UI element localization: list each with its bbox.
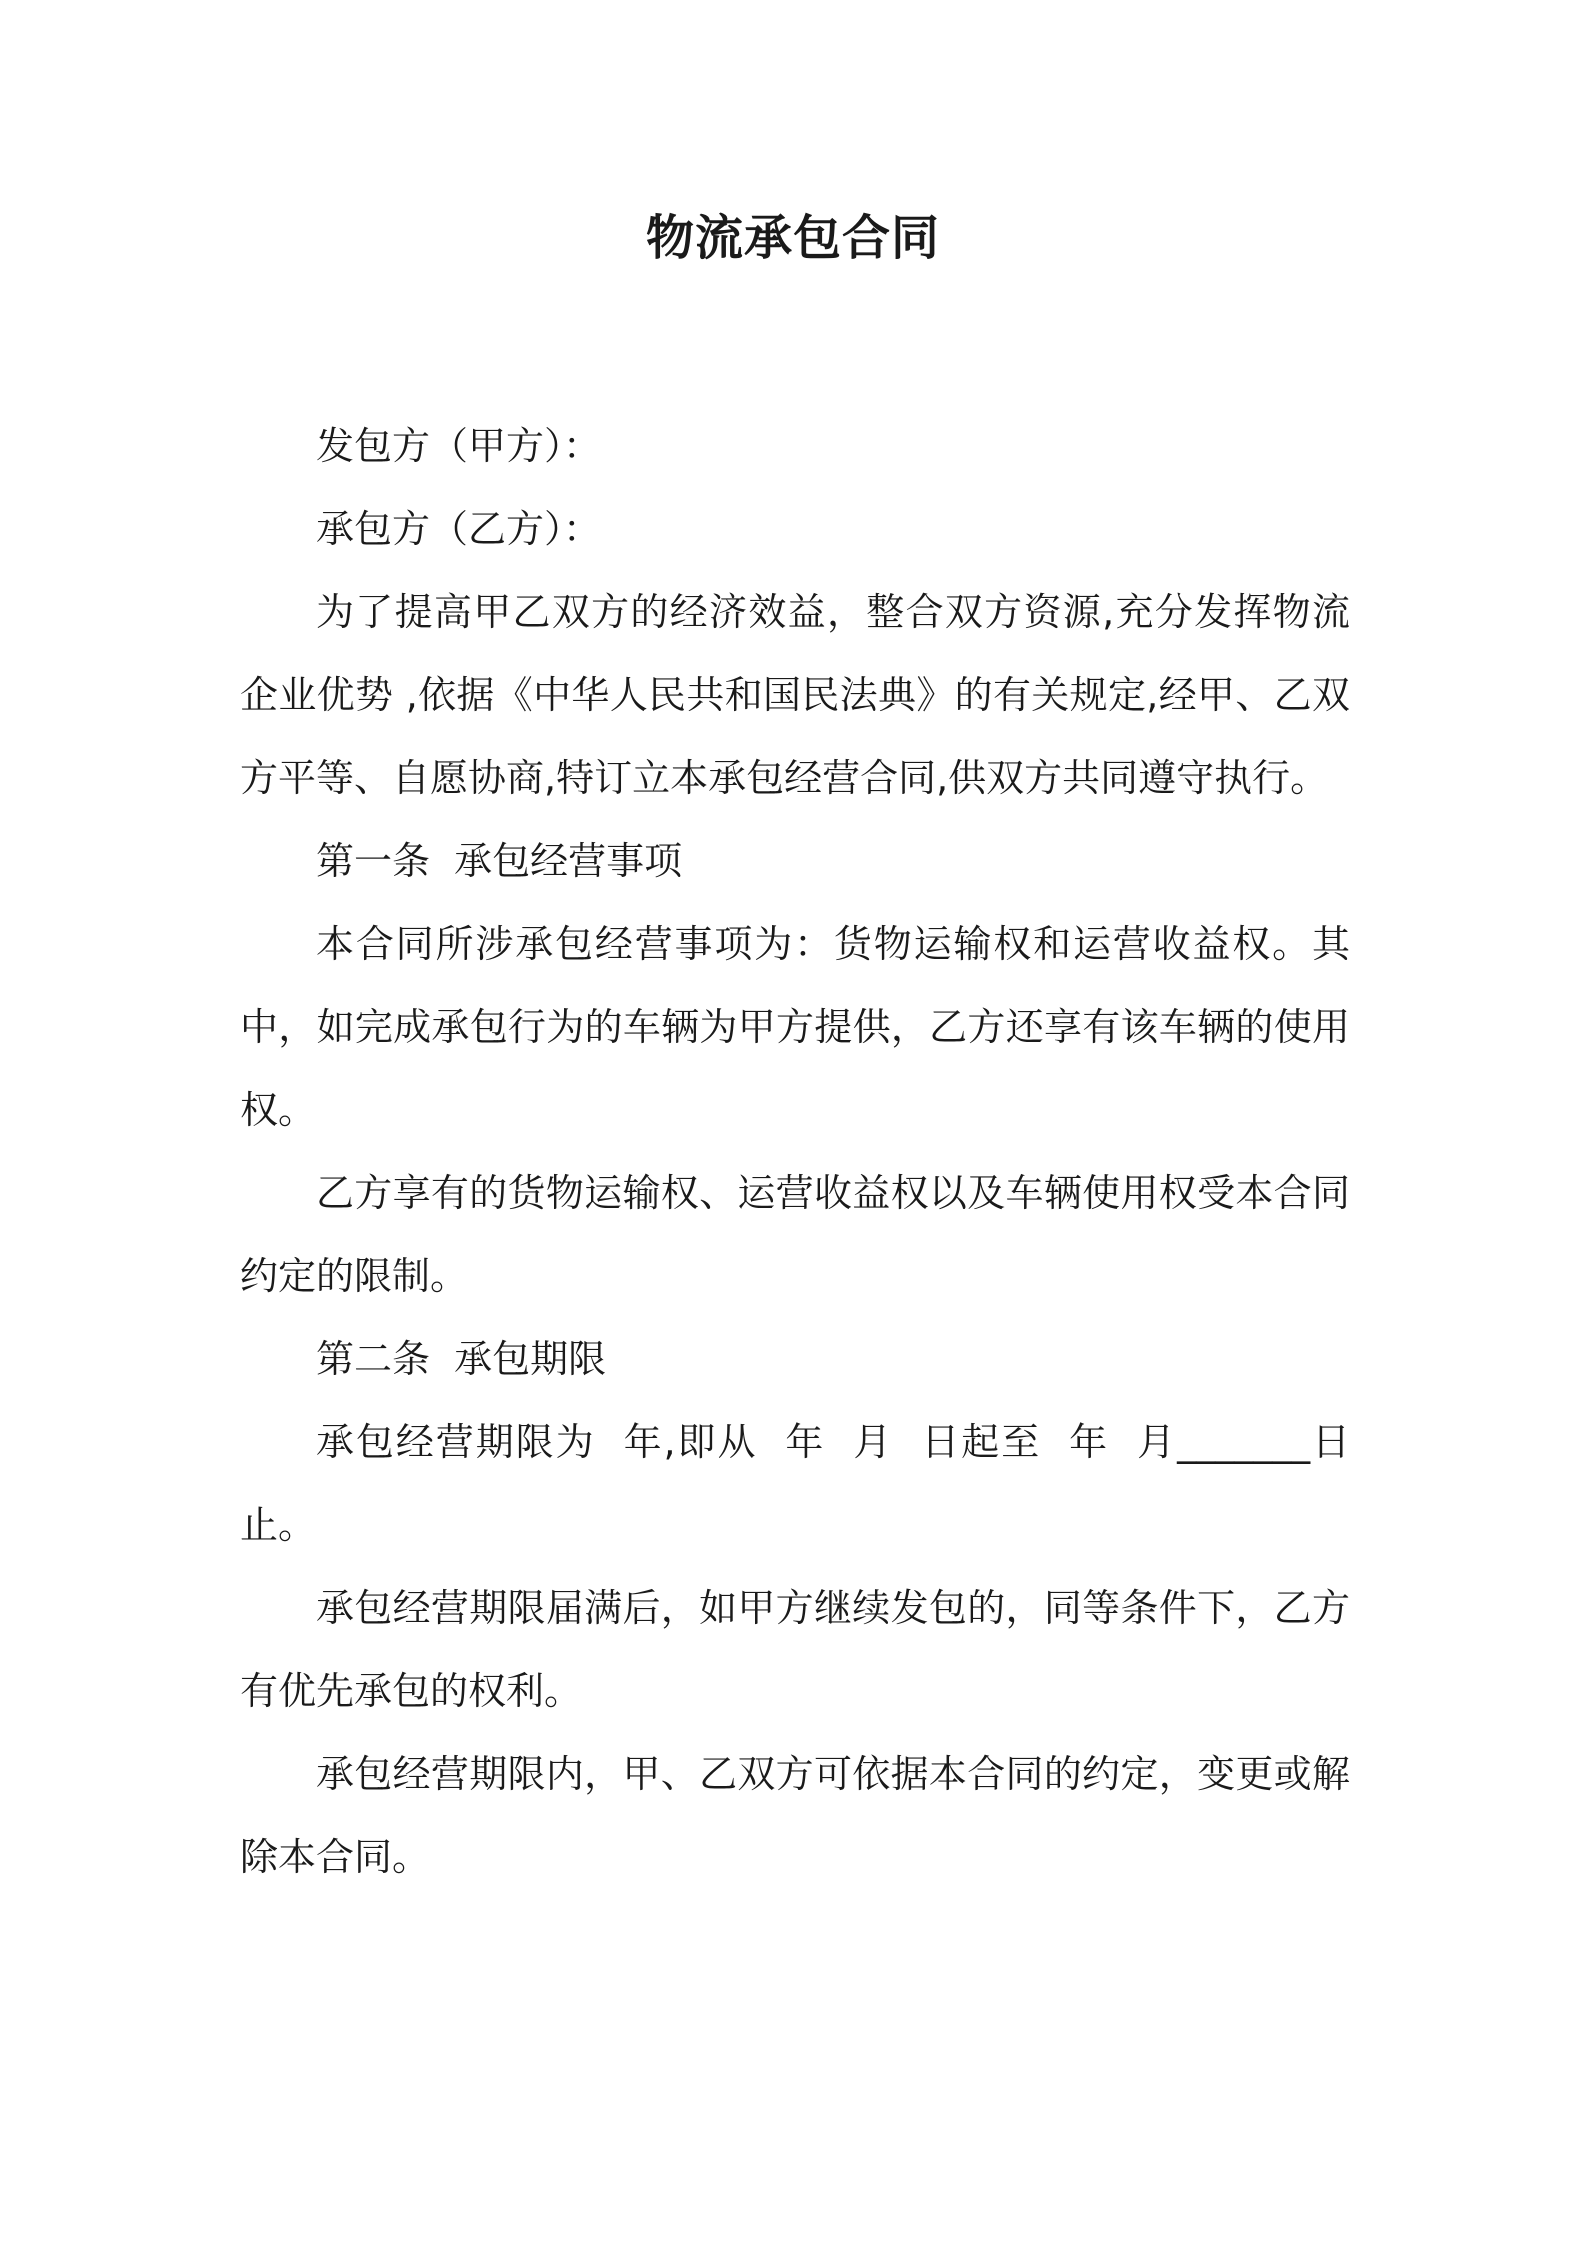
article2-heading: 第二条 承包期限 [316, 1337, 607, 1381]
article1-paragraph-2: 乙方享有的货物运输权、运营收益权以及车辆使用权受本合同约定的限制。 [240, 1171, 1350, 1298]
article2-paragraph-3: 承包经营期限内，甲、乙双方可依据本合同的约定，变更或解除本合同。 [240, 1752, 1350, 1879]
party-b-line: 承包方（乙方）： [316, 507, 602, 551]
document-body [240, 405, 1350, 1899]
party-a-line: 发包方（甲方）： [316, 424, 602, 468]
document-title: 物流承包合同 [645, 210, 940, 266]
article2-paragraph-1: 承包经营期限为 年,即从 年 月 日起至 年 月_______日止。 [240, 1420, 1350, 1547]
preamble-paragraph: 为了提高甲乙双方的经济效益，整合双方资源,充分发挥物流企业优势 ,依据《中华人民共和国民法典》的有关规定,经甲、乙双方平等、自愿协商,特订立本承包经营合同,供双方共同遵守执行。 [240, 590, 1350, 800]
article1-paragraph-1: 本合同所涉承包经营事项为：货物运输权和运营收益权。其中，如完成承包行为的车辆为甲方提供，乙方还享有该车辆的使用权。 [240, 922, 1350, 1132]
article2-paragraph-2: 承包经营期限届满后，如甲方继续发包的，同等条件下，乙方有优先承包的权利。 [240, 1586, 1350, 1713]
article1-heading: 第一条 承包经营事项 [316, 839, 683, 883]
